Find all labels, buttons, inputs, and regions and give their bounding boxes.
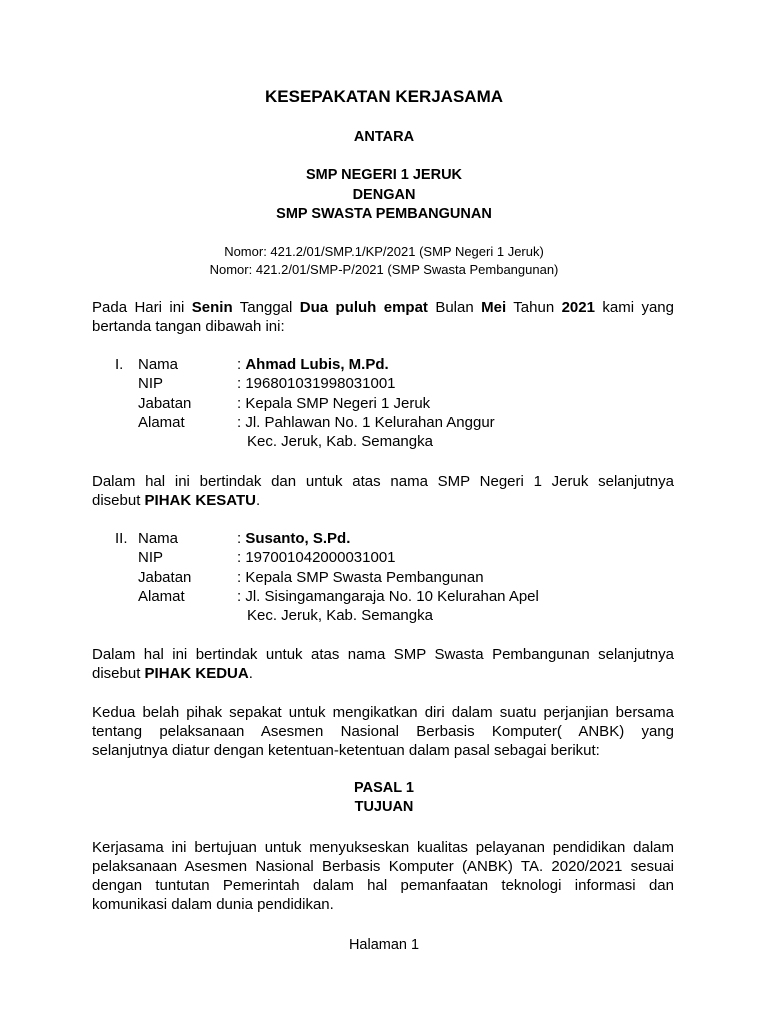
page-number: Halaman 1 [348, 937, 420, 953]
intro-line-2: bertanda tangan dibawah ini: [92, 318, 285, 335]
party-2-nama-value: : Susanto, S.Pd. [237, 530, 351, 547]
school-2-heading: SMP SWASTA PEMBANGUNAN [276, 206, 492, 222]
party-1-statement [92, 472, 674, 510]
party-2-statement-line-2: disebut PIHAK KEDUA. [92, 665, 253, 682]
agreement-line-2: tentang pelaksanaan Asesmen Nasional Berbasis Komputer( ANBK) yang [92, 723, 674, 740]
intro-day: Senin [191, 299, 233, 316]
party-1-nip-label: NIP [138, 375, 164, 392]
party-1-nama-value: : Ahmad Lubis, M.Pd. [237, 356, 389, 373]
party-1-numeral: I. [115, 356, 124, 373]
pasal-1-paragraph [92, 838, 674, 914]
pasal-1-line-2: pelaksanaan Asesmen Nasional Berbasis Komputer (ANBK) TA. 2020/2021 sesuai [92, 858, 674, 875]
party-2-alamat-line-2: Kec. Jeruk, Kab. Semangka [247, 607, 433, 624]
party-1-nama-label: Nama [138, 356, 179, 373]
document-title: KESEPAKATAN KERJASAMA [264, 87, 504, 106]
party-1-statement-line-2: disebut PIHAK KESATU. [92, 492, 261, 509]
antara-heading: ANTARA [353, 129, 415, 145]
nomor-line-1: Nomor: 421.2/01/SMP.1/KP/2021 (SMP Negeri 1 Jeruk) [224, 244, 544, 259]
intro-month: Mei [481, 299, 507, 316]
intro-line-1: Pada Hari ini Senin Tanggal Dua puluh empat Bulan Mei Tahun 2021 kami yang [92, 299, 674, 316]
party-2-statement-line-1: Dalam hal ini bertindak untuk atas nama SMP Swasta Pembangunan selanjutnya [92, 646, 674, 663]
pasal-1-line-4: komunikasi dalam dunia pendidikan. [92, 896, 334, 913]
party-1-statement-line-1: Dalam hal ini bertindak dan untuk atas nama SMP Negeri 1 Jeruk selanjutnya [92, 473, 674, 490]
tujuan-heading: TUJUAN [354, 799, 414, 815]
party-1-alamat-label: Alamat [138, 414, 185, 431]
intro-date: Dua puluh empat [299, 299, 428, 316]
dengan-heading: DENGAN [352, 187, 416, 203]
agreement-paragraph [92, 703, 674, 760]
party-2-nip-value: : 197001042000031001 [237, 549, 396, 566]
pasal-1-heading: PASAL 1 [354, 780, 414, 796]
party-1-nip-value: : 196801031998031001 [237, 375, 396, 392]
party-2-jabatan-label: Jabatan [138, 569, 192, 586]
pasal-1-line-3: dengan tuntutan Pemerintah dalam hal pemanfaatan teknologi informasi dan [92, 877, 674, 894]
party-2-statement [92, 645, 674, 683]
agreement-line-1: Kedua belah pihak sepakat untuk mengikatkan diri dalam suatu perjanjian bersama [92, 704, 674, 721]
agreement-line-3: selanjutnya diatur dengan ketentuan-ketentuan dalam pasal sebagai berikut: [92, 742, 600, 759]
party-1-alamat-line-2: Kec. Jeruk, Kab. Semangka [247, 433, 433, 450]
intro-paragraph [92, 298, 674, 336]
party-2-jabatan-value: : Kepala SMP Swasta Pembangunan [237, 569, 484, 586]
party-2-alamat-label: Alamat [138, 588, 185, 605]
party-2-numeral: II. [115, 530, 128, 547]
party-2-nama-label: Nama [138, 530, 179, 547]
pihak-kesatu-label: PIHAK KESATU [144, 492, 256, 509]
party-2-nip-label: NIP [138, 549, 164, 566]
party-1-alamat-value: : Jl. Pahlawan No. 1 Kelurahan Anggur [237, 414, 495, 431]
pihak-kedua-label: PIHAK KEDUA [144, 665, 249, 682]
pasal-1-line-1: Kerjasama ini bertujuan untuk menyukseskan kualitas pelayanan pendidikan dalam [92, 839, 674, 856]
party-1-jabatan-label: Jabatan [138, 395, 192, 412]
party-1-jabatan-value: : Kepala SMP Negeri 1 Jeruk [237, 395, 431, 412]
nomor-line-2: Nomor: 421.2/01/SMP-P/2021 (SMP Swasta Pembangunan) [209, 262, 559, 277]
party-2-alamat-value: : Jl. Sisingamangaraja No. 10 Kelurahan Apel [237, 588, 539, 605]
school-1-heading: SMP NEGERI 1 JERUK [305, 167, 463, 183]
intro-year: 2021 [561, 299, 595, 316]
